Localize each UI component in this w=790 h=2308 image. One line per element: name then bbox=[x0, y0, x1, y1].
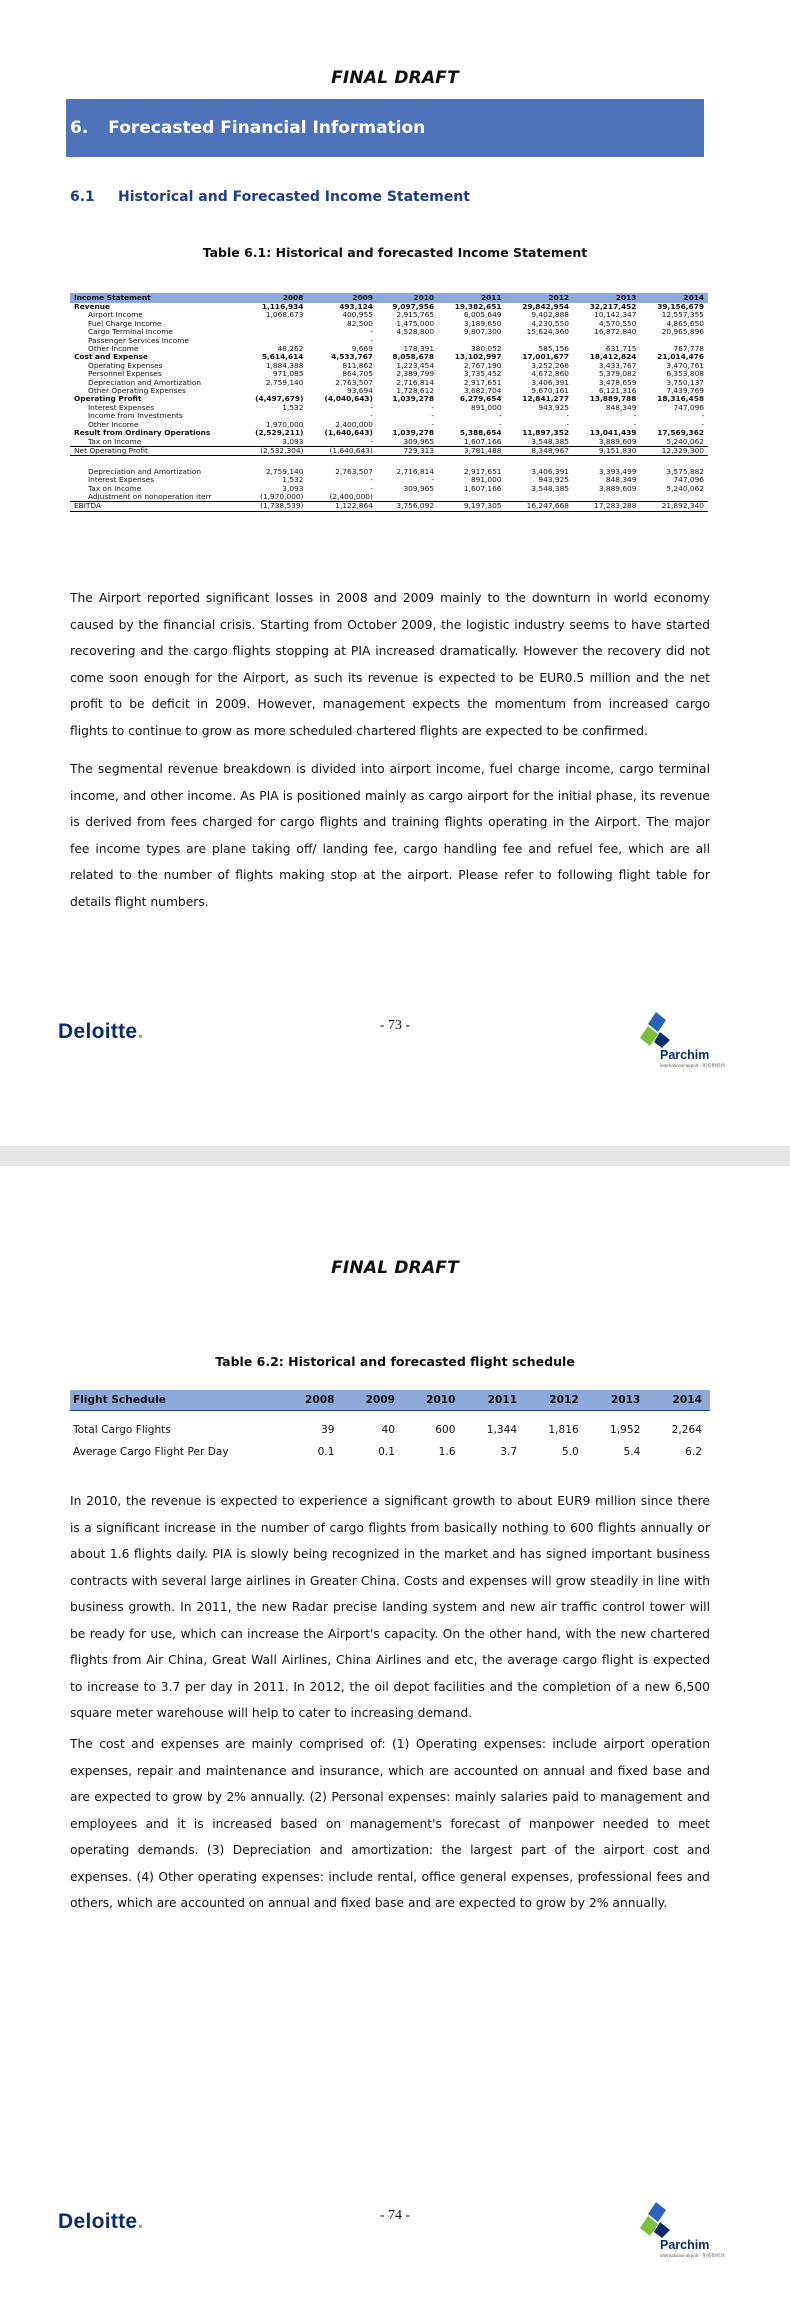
table-cell: 5,240,062 bbox=[666, 483, 704, 493]
column-header-year: 2014 bbox=[648, 1390, 710, 1410]
table-cell: 585,156 bbox=[538, 344, 569, 354]
table-cell: 13,889,788 bbox=[589, 394, 637, 404]
table-cell: - bbox=[370, 483, 373, 493]
column-header-label: Income Statement bbox=[70, 293, 238, 303]
table-cell: 21,014,476 bbox=[657, 352, 704, 362]
table-cell: 16,247,668 bbox=[506, 502, 573, 511]
table-cell: 0.1 bbox=[317, 1446, 335, 1458]
row-label: Tax on Income bbox=[88, 483, 142, 493]
table-cell: 11,897,352 bbox=[522, 428, 569, 438]
section-number: 6. bbox=[70, 118, 89, 138]
column-header-year: 2009 bbox=[343, 1390, 404, 1410]
table-cell bbox=[438, 456, 505, 468]
table-cell: 1,116,934 bbox=[261, 302, 304, 311]
row-label: Interest Expenses bbox=[88, 402, 155, 412]
table-cell: (2,529,211) bbox=[255, 428, 304, 438]
table-cell: 891,000 bbox=[470, 475, 502, 485]
column-header-year: 2012 bbox=[506, 293, 573, 303]
table-cell: 3,756,092 bbox=[377, 502, 438, 511]
table-cell: 6,005,649 bbox=[463, 310, 502, 320]
table-cell: 1,039,278 bbox=[392, 428, 435, 438]
table-cell: 747,096 bbox=[673, 475, 704, 485]
table-cell: (1,970,000) bbox=[260, 492, 304, 502]
table-cell: 767,778 bbox=[673, 344, 704, 354]
table-cell: 943,925 bbox=[538, 475, 569, 485]
table-row bbox=[70, 1440, 710, 1464]
table-header-row bbox=[70, 1390, 710, 1410]
column-header-year: 2008 bbox=[238, 293, 307, 303]
table-cell: 5,240,062 bbox=[666, 436, 704, 446]
table-cell: (1,640,643) bbox=[324, 428, 373, 438]
row-label: Income from Investments bbox=[88, 411, 183, 421]
parchim-airport-logo bbox=[636, 1010, 726, 1078]
flight-schedule-table bbox=[70, 1390, 710, 1464]
column-header-year: 2010 bbox=[377, 293, 438, 303]
column-header-year: 2009 bbox=[307, 293, 376, 303]
row-label: Net Operating Profit bbox=[70, 446, 238, 455]
table-row bbox=[70, 1410, 710, 1440]
table-cell: 3,189,650 bbox=[463, 318, 502, 328]
table-cell: - bbox=[431, 475, 435, 485]
table-cell: 5,670,161 bbox=[531, 386, 569, 396]
parchim-logo-subtext: international airport · 帕希姆机场 bbox=[660, 1063, 726, 1068]
table-cell: 6,353,808 bbox=[666, 369, 704, 379]
table-cell: 93,694 bbox=[347, 386, 373, 396]
table-cell: - bbox=[633, 411, 637, 421]
row-label: Passenger Services Income bbox=[88, 335, 189, 345]
table-cell: 309,965 bbox=[403, 436, 435, 446]
table-cell: 309,965 bbox=[403, 483, 435, 493]
table-cell: 3.7 bbox=[500, 1446, 518, 1458]
table-cell: 1,816 bbox=[548, 1424, 579, 1437]
table-cell: 5,379,082 bbox=[598, 369, 637, 379]
table-cell bbox=[506, 456, 573, 468]
column-header-year: 2012 bbox=[525, 1390, 587, 1410]
deloitte-logo-dot: . bbox=[137, 1020, 144, 1043]
table-cell: 400,955 bbox=[342, 310, 373, 320]
row-label: Other Operating Expenses bbox=[88, 386, 186, 396]
income-statement-table bbox=[70, 293, 708, 512]
table-cell: 811,862 bbox=[342, 360, 373, 370]
table-cell: 17,001,677 bbox=[522, 352, 569, 362]
table-cell: - bbox=[701, 411, 704, 421]
table-cell: - bbox=[633, 419, 637, 429]
table-cell: 2,767,190 bbox=[463, 360, 502, 370]
row-label: Cargo Terminal Income bbox=[88, 327, 173, 337]
parchim-logo-text: Parchim bbox=[660, 2238, 710, 2252]
row-label: Depreciation and Amortization bbox=[88, 466, 202, 476]
table-cell: 3,548,385 bbox=[531, 483, 569, 493]
table-cell: 6,279,654 bbox=[459, 394, 502, 404]
table-cell: 21,892,340 bbox=[640, 502, 708, 511]
paragraph: In 2010, the revenue is expected to experience a significant growth to about EUR9 million since there is a significant increase in the number of cargo flights from basically nothing to 600 flights annually or about 1.6 flights daily. PIA is slowly being recognized in the market and has signed important business contracts with several large airlines in Greater China. Costs and expenses will grow steadily in line with business growth. In 2011, the new Radar precise landing system and new air traffic control tower will be ready for use, which can increase the Airport's capacity. On the other hand, with the new chartered flights from Air China, Great Wall Airlines, China Airlines and etc, the average cargo flight is expected to increase to 3.7 per day in 2011. In 2012, the oil depot facilities and the completion of a new 6,500 square meter warehouse will help to cater to increasing demand. bbox=[70, 1494, 710, 1720]
table-cell: 9,197,305 bbox=[438, 502, 505, 511]
page-73 bbox=[0, 0, 790, 1146]
table-cell: 1,122,864 bbox=[307, 502, 376, 511]
page-number: - 74 - bbox=[379, 2208, 411, 2223]
table-cell: 971,085 bbox=[272, 369, 304, 379]
table-cell: 3,433,767 bbox=[598, 360, 637, 370]
table-cell: 5,388,654 bbox=[459, 428, 502, 438]
table-cell: 2,400,000 bbox=[335, 419, 373, 429]
table-cell: 4,570,550 bbox=[598, 318, 637, 328]
table-cell: 32,217,452 bbox=[589, 302, 637, 311]
table-cell: (1,640,643) bbox=[307, 446, 376, 455]
subsection-number: 6.1 bbox=[70, 189, 95, 205]
table-cell: - bbox=[498, 411, 502, 421]
table-cell: - bbox=[431, 411, 435, 421]
table-cell: 29,842,954 bbox=[522, 302, 569, 311]
table-cell: 10,142,347 bbox=[594, 310, 637, 320]
table-cell: 18,316,458 bbox=[657, 394, 704, 404]
table-cell bbox=[307, 456, 376, 468]
table-cell: 1,068,673 bbox=[265, 310, 304, 320]
table-cell: 493,124 bbox=[339, 302, 373, 311]
table-cell: 3,889,609 bbox=[598, 436, 637, 446]
parchim-airport-logo bbox=[636, 2200, 726, 2268]
table-cell: 3,470,761 bbox=[666, 360, 704, 370]
table-cell: 9,097,956 bbox=[392, 302, 435, 311]
table-cell: 40 bbox=[381, 1424, 395, 1437]
parchim-mark-icon bbox=[636, 2200, 676, 2240]
table-cell: - bbox=[370, 475, 373, 485]
table-cell: 6,121,316 bbox=[598, 386, 637, 396]
parchim-logo-text: Parchim bbox=[660, 1048, 710, 1062]
row-label: Operating Expenses bbox=[88, 360, 163, 370]
column-header-year: 2011 bbox=[464, 1390, 526, 1410]
table-cell: 2,389,799 bbox=[396, 369, 435, 379]
table-row bbox=[70, 446, 708, 455]
row-label: Total Cargo Flights bbox=[73, 1424, 171, 1437]
table-cell: 3,406,391 bbox=[531, 466, 569, 476]
table-cell: 1.6 bbox=[438, 1446, 456, 1458]
table-cell: 5.0 bbox=[561, 1446, 579, 1458]
table-cell: - bbox=[566, 419, 569, 429]
table-cell bbox=[377, 456, 438, 468]
column-header-year: 2013 bbox=[573, 293, 640, 303]
table-cell: 17,569,362 bbox=[657, 428, 704, 438]
table1-caption: Table 6.1: Historical and forecasted Income Statement bbox=[202, 245, 588, 260]
table-cell: - bbox=[370, 335, 373, 345]
subsection-heading bbox=[70, 189, 470, 205]
table-cell: 729,313 bbox=[377, 446, 438, 455]
table-cell: 631,715 bbox=[605, 344, 637, 354]
parchim-mark-icon bbox=[636, 1010, 676, 1050]
column-header-label: Flight Schedule bbox=[70, 1390, 282, 1410]
table-cell: 1,952 bbox=[610, 1424, 641, 1437]
table-cell: 2,917,651 bbox=[463, 377, 502, 387]
table-cell: 16,872,840 bbox=[594, 327, 637, 337]
row-label: Revenue bbox=[74, 302, 111, 311]
table-cell: 12,329,300 bbox=[640, 446, 708, 455]
table-cell: 5.4 bbox=[623, 1446, 641, 1458]
table-cell: 380,052 bbox=[470, 344, 502, 354]
table-cell: 1,607,166 bbox=[463, 483, 502, 493]
row-label: EBITDA bbox=[70, 502, 238, 511]
table-cell: 9,807,300 bbox=[463, 327, 502, 337]
table-cell bbox=[238, 456, 307, 468]
table-cell: 2,264 bbox=[671, 1424, 702, 1437]
table-cell: 4,533,767 bbox=[331, 352, 373, 362]
table-cell: 3,548,385 bbox=[531, 436, 569, 446]
table-cell: 9,669 bbox=[351, 344, 373, 354]
table-cell: 2,763,507 bbox=[335, 377, 373, 387]
row-label: Tax on Income bbox=[88, 436, 142, 446]
table-cell: 48,262 bbox=[277, 344, 304, 354]
table-cell: (4,040,643) bbox=[324, 394, 373, 404]
paragraph: The segmental revenue breakdown is divided into airport income, fuel charge income, cargo terminal income, and other income. As PIA is positioned mainly as cargo airport for the initial phase, its revenue is derived from fees charged for cargo flights and training flights operating in the Airport. The major fee income types are plane taking off/ landing fee, cargo handling fee and refuel fee, which are all related to the number of flights making stop at the airport. Please refer to following flight table for details flight numbers. bbox=[70, 762, 710, 909]
table-cell: 4,230,550 bbox=[531, 318, 569, 328]
table-cell: 747,096 bbox=[673, 402, 704, 412]
table-cell: 178,391 bbox=[403, 344, 435, 354]
table-cell: - bbox=[370, 411, 373, 421]
table-cell: 1,970,000 bbox=[265, 419, 304, 429]
table-cell: 82,500 bbox=[347, 318, 373, 328]
table-cell: 7,439,769 bbox=[666, 386, 704, 396]
column-header-year: 2011 bbox=[438, 293, 505, 303]
table-cell: 39 bbox=[321, 1424, 335, 1437]
table-cell: 17,283,288 bbox=[573, 502, 640, 511]
table-cell: 12,841,277 bbox=[522, 394, 569, 404]
table-cell: 1,532 bbox=[282, 475, 304, 485]
row-label: Airport Income bbox=[88, 310, 143, 320]
table-cell: 13,041,439 bbox=[589, 428, 637, 438]
table-cell: 848,349 bbox=[605, 475, 637, 485]
table-cell: 1,607,166 bbox=[463, 436, 502, 446]
deloitte-logo-dot: . bbox=[137, 2210, 144, 2233]
parchim-logo-subtext: international airport · 帕希姆机场 bbox=[660, 2253, 726, 2258]
column-header-year: 2014 bbox=[640, 293, 708, 303]
table-cell: 3,252,266 bbox=[531, 360, 569, 370]
row-label: Depreciation and Amortization bbox=[88, 377, 202, 387]
section-title: Forecasted Financial Information bbox=[108, 118, 426, 138]
row-label: Personnel Expenses bbox=[88, 369, 162, 379]
table-cell: 12,557,355 bbox=[661, 310, 704, 320]
table-cell: 19,382,651 bbox=[454, 302, 502, 311]
deloitte-logo-text: Deloitte bbox=[58, 2210, 138, 2233]
table-cell: 3,735,452 bbox=[463, 369, 502, 379]
table-cell bbox=[238, 328, 307, 336]
row-label: Operating Profit bbox=[74, 394, 142, 404]
table-cell: 3,406,391 bbox=[531, 377, 569, 387]
table-cell: 1,532 bbox=[282, 402, 304, 412]
table-cell: (1,738,539) bbox=[238, 502, 307, 511]
row-label: Result from Ordinary Operations bbox=[74, 428, 211, 438]
table-cell: 3,093 bbox=[282, 436, 304, 446]
page-number: - 73 - bbox=[379, 1018, 411, 1033]
table-cell: 8,348,967 bbox=[506, 446, 573, 455]
table-cell bbox=[238, 320, 307, 328]
table-cell: - bbox=[370, 327, 373, 337]
final-draft-header: FINAL DRAFT bbox=[331, 68, 459, 88]
table-cell: 1,344 bbox=[486, 1424, 518, 1437]
table-cell bbox=[573, 456, 640, 468]
row-label: Interest Expenses bbox=[88, 475, 155, 485]
column-header-year: 2013 bbox=[587, 1390, 649, 1410]
table-cell: 18,412,824 bbox=[589, 352, 637, 362]
paragraph: The cost and expenses are mainly comprised of: (1) Operating expenses: include airport operation expenses, repair and maintenance and insurance, which are accounted on annual and fixed base and are expected to grow by 2% annually. (2) Personal expenses: mainly salaries paid to management and employees and it is increased based on management's forecast of manpower needed to meet operating demands. (3) Depreciation and amortization: the largest part of the airport cost and expenses. (4) Other operating expenses: include rental, office general expenses, professional fees and others, which are accounted on annual and fixed base and are expected to grow by 2% annually. bbox=[70, 1737, 710, 1910]
table-cell: 4,672,860 bbox=[531, 369, 569, 379]
table-cell bbox=[640, 456, 708, 468]
table-cell: 4,865,650 bbox=[666, 318, 704, 328]
row-label: Average Cargo Flight Per Day bbox=[73, 1446, 229, 1458]
table-cell: 3,093 bbox=[282, 483, 304, 493]
table-cell: 848,349 bbox=[605, 402, 637, 412]
table-cell: 15,624,360 bbox=[526, 327, 569, 337]
row-label: Fuel Charge Income bbox=[88, 318, 162, 328]
final-draft-header: FINAL DRAFT bbox=[331, 1258, 459, 1278]
table-cell: 2,763,507 bbox=[335, 466, 373, 476]
table-cell: 3,750,137 bbox=[666, 377, 704, 387]
row-label bbox=[70, 456, 238, 468]
table-cell: 3,781,488 bbox=[438, 446, 505, 455]
table-cell: - bbox=[431, 402, 435, 412]
table-cell: - bbox=[370, 402, 373, 412]
table-cell: 2,759,140 bbox=[265, 377, 304, 387]
column-header-year: 2008 bbox=[282, 1390, 343, 1410]
table-cell: - bbox=[566, 411, 569, 421]
table-cell: 39,156,679 bbox=[657, 302, 704, 311]
table-cell: 943,925 bbox=[538, 402, 569, 412]
table-cell: 6.2 bbox=[685, 1446, 702, 1458]
row-label: Cost and Expense bbox=[74, 352, 148, 362]
table-cell: 13,102,997 bbox=[454, 352, 502, 362]
table-cell: 1,475,000 bbox=[396, 318, 435, 328]
row-label: Other Income bbox=[88, 344, 139, 354]
subsection-title: Historical and Forecasted Income Statement bbox=[118, 189, 470, 205]
table-cell: 0.1 bbox=[378, 1446, 395, 1458]
table-cell: 1,039,278 bbox=[392, 394, 435, 404]
row-label: Other Income bbox=[88, 419, 139, 429]
table-cell: 20,965,896 bbox=[661, 327, 704, 337]
table-cell: 1,223,454 bbox=[396, 360, 435, 370]
column-header-year: 2010 bbox=[403, 1390, 464, 1410]
table-cell: 600 bbox=[435, 1424, 456, 1437]
table-cell: 5,614,614 bbox=[261, 352, 304, 362]
table-cell: 1,884,388 bbox=[265, 360, 304, 370]
table-cell: 9,402,888 bbox=[531, 310, 569, 320]
table2-caption: Table 6.2: Historical and forecasted flight schedule bbox=[215, 1354, 575, 1369]
table-cell: 2,759,140 bbox=[265, 466, 304, 476]
table-cell: 2,915,765 bbox=[396, 310, 435, 320]
table-cell: - bbox=[701, 419, 704, 429]
table-cell: (2,400,000) bbox=[329, 492, 373, 502]
table-row bbox=[70, 456, 708, 468]
table-cell: 1,728,612 bbox=[396, 386, 435, 396]
section-banner bbox=[66, 99, 704, 157]
table-cell: (2,532,304) bbox=[238, 446, 307, 455]
table-cell: 864,705 bbox=[342, 369, 373, 379]
table-cell: 891,000 bbox=[470, 402, 502, 412]
table-cell: 9,151,830 bbox=[573, 446, 640, 455]
table-cell: 3,393,499 bbox=[598, 466, 637, 476]
table-cell: 3,682,704 bbox=[463, 386, 502, 396]
table-cell: (4,497,679) bbox=[255, 394, 304, 404]
table-row bbox=[70, 412, 708, 420]
table-cell: 2,716,814 bbox=[396, 377, 435, 387]
table-cell: - bbox=[498, 419, 502, 429]
table-cell: 2,917,651 bbox=[463, 466, 502, 476]
table-cell: 4,528,800 bbox=[396, 327, 435, 337]
row-label: Adjustment on nonoperation iterr bbox=[88, 492, 212, 502]
table-cell: 2,716,814 bbox=[396, 466, 435, 476]
table-cell: 3,889,609 bbox=[598, 483, 637, 493]
paragraph: The Airport reported significant losses in 2008 and 2009 mainly to the downturn in world economy caused by the financial crisis. Starting from October 2009, the logistic industry seems to have started recovering and the cargo flights stopping at PIA increased dramatically. However the recovery did not come soon enough for the Airport, as such its revenue is expected to be EUR0.5 million and the net profit to be deficit in 2009. However, management expects the momentum from increased cargo flights to continue to grow as more scheduled chartered flights are expected to be confirmed. bbox=[70, 591, 710, 738]
table-cell: 8,058,678 bbox=[392, 352, 435, 362]
table-cell: 3,575,882 bbox=[666, 466, 704, 476]
table-cell: - bbox=[370, 436, 373, 446]
table-cell: - bbox=[431, 419, 435, 429]
table-cell: 3,478,659 bbox=[598, 377, 637, 387]
table-row bbox=[70, 502, 708, 511]
deloitte-logo-text: Deloitte bbox=[58, 1020, 138, 1043]
